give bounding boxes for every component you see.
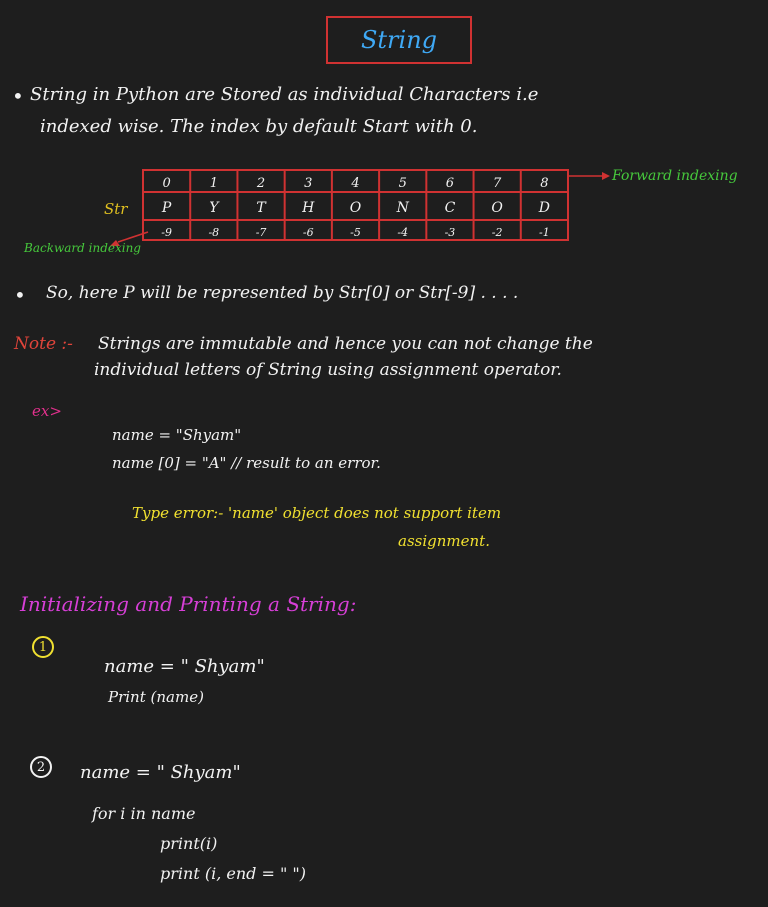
page-title <box>326 16 472 64</box>
example-2-line-3: print(i) <box>160 834 218 853</box>
page-title-text: String <box>360 26 438 54</box>
str-label: Str <box>104 200 128 218</box>
forward-index-cell: 7 <box>493 176 502 191</box>
forward-index-cell: 1 <box>209 176 218 191</box>
backward-index-cell: -3 <box>444 226 456 239</box>
character-cell: P <box>161 200 172 216</box>
note-line-2: individual letters of String using assignment operator. <box>94 360 562 380</box>
character-cell: H <box>302 200 315 216</box>
example-1-line-1: name = " Shyam" <box>104 656 265 677</box>
backward-indexing-label: Backward indexing <box>24 241 141 255</box>
forward-index-cell: 8 <box>540 176 549 191</box>
forward-index-cell: 4 <box>351 176 360 191</box>
forward-index-cell: 2 <box>256 176 266 191</box>
forward-index-cell: 3 <box>304 176 313 191</box>
example-code-1: name = "Shyam" <box>112 426 242 444</box>
character-cell: D <box>538 200 551 216</box>
bullet-dot: • <box>14 283 26 307</box>
backward-index-cell: -6 <box>302 226 314 239</box>
forward-index-cell: 0 <box>162 176 171 191</box>
backward-index-cell: -2 <box>491 226 503 239</box>
character-cell: Y <box>209 200 219 216</box>
character-cell: N <box>396 200 409 216</box>
forward-indexing-label: Forward indexing <box>612 168 738 184</box>
example-2-line-2: for i in name <box>92 804 196 823</box>
example-error-2: assignment. <box>398 532 490 550</box>
example-code-2: name [0] = "A" // result to an error. <box>112 454 381 472</box>
backward-index-cell: -4 <box>397 226 409 239</box>
character-cell: T <box>256 200 266 216</box>
forward-index-cell: 6 <box>445 176 455 191</box>
bullet-dot: • <box>12 84 24 108</box>
example-1-line-2: Print (name) <box>108 688 204 706</box>
backward-index-cell: -7 <box>255 226 267 239</box>
character-row <box>161 200 550 216</box>
example-1-number <box>32 636 54 658</box>
forward-index-cell: 5 <box>398 176 407 191</box>
backward-index-row <box>161 226 549 239</box>
character-cell: O <box>491 200 503 216</box>
note-label: Note :- <box>14 334 73 354</box>
backward-index-cell: -1 <box>539 226 550 239</box>
example-2-number-text: 2 <box>36 759 46 775</box>
example-label: ex> <box>32 402 62 420</box>
character-cell: O <box>349 200 362 216</box>
example-1-number-text: 1 <box>38 639 48 655</box>
note-line-1: Strings are immutable and hence you can not change the <box>98 334 593 354</box>
backward-index-cell: -9 <box>161 226 172 239</box>
example-2-line-4: print (i, end = " ") <box>160 864 306 883</box>
character-cell: C <box>444 200 456 216</box>
intro-line-2: indexed wise. The index by default Start with 0. <box>40 116 478 137</box>
backward-index-cell: -8 <box>208 226 220 239</box>
forward-arrow-head <box>602 172 610 180</box>
intro-line-1: String in Python are Stored as individual Characters i.e <box>30 84 539 105</box>
example-2-number <box>30 756 52 778</box>
forward-index-row <box>162 176 548 191</box>
index-table-diagram <box>0 160 768 270</box>
example-2-line-1: name = " Shyam" <box>80 762 241 783</box>
backward-index-cell: -5 <box>350 226 361 239</box>
example-error-1: Type error:- 'name' object does not support item <box>132 504 502 522</box>
representation-text: So, here P will be represented by Str[0] or Str[-9] . . . . <box>46 283 519 303</box>
section-heading: Initializing and Printing a String: <box>20 592 357 616</box>
